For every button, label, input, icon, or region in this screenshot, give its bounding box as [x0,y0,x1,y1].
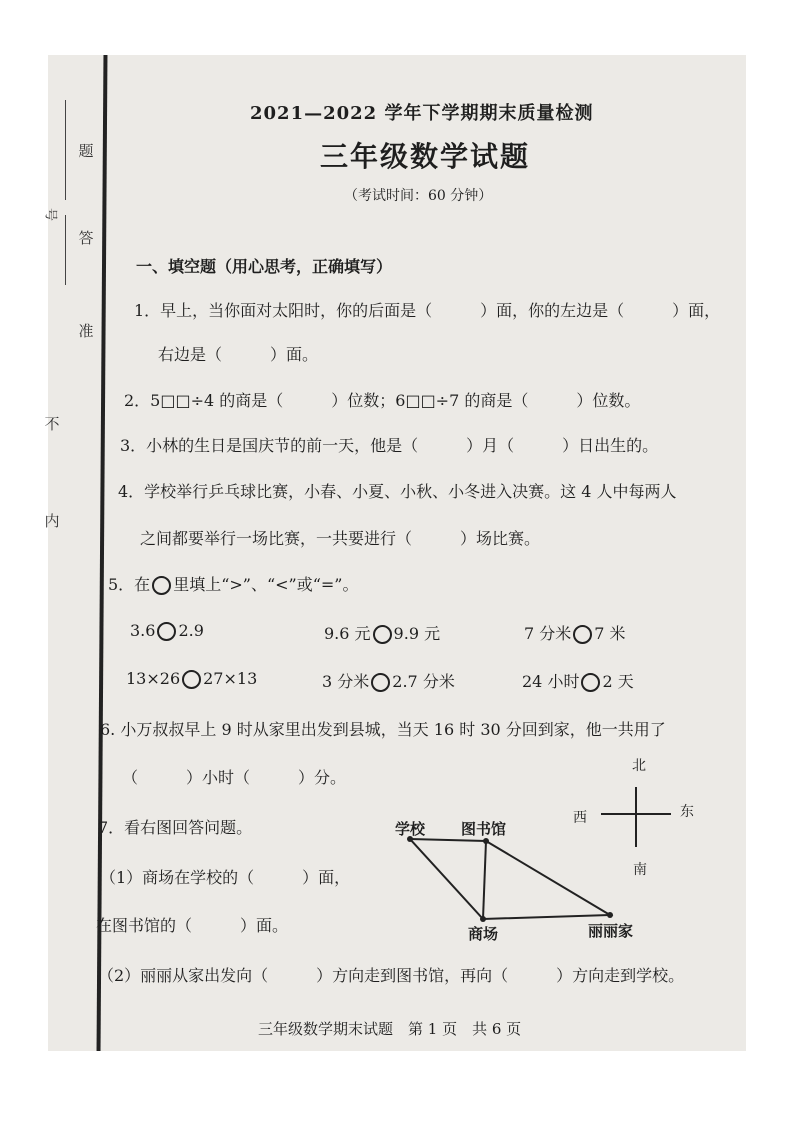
compare-circle-6[interactable] [581,673,600,692]
circle-icon [152,576,171,595]
q5-item-5-right: 2.7 分米 [392,672,455,691]
q1-line2: 右边是（ ）面。 [158,345,319,364]
q5-item-3 [524,621,626,644]
q6-line2: （ ）小时（ ）分。 [122,768,347,787]
q4-line2: 之间都要举行一场比赛，一共要进行（ ）场比赛。 [140,529,541,548]
compare-circle-3[interactable] [573,625,592,644]
q5-prefix: 5．在 [108,575,151,594]
q1-line1: 1．早上，当你面对太阳时，你的后面是（ ）面，你的左边是（ ）面， [134,301,721,320]
section-heading: 一、填空题（用心思考，正确填写） [136,257,393,276]
q5-item-4-right: 27×13 [203,669,258,688]
q5-item-6 [522,669,634,692]
q5-item-2-left: 9.6 元 [324,624,371,643]
exam-time-note: （考试时间：60 分钟） [344,188,493,204]
q5-item-2 [324,621,440,644]
map-label-library: 图书馆 [461,820,507,838]
q7-intro: 7．看右图回答问题。 [98,818,253,837]
id-underline [65,215,66,285]
q7-part1-line1: （1）商场在学校的（ ）面， [100,868,351,887]
compare-circle-4[interactable] [182,670,201,689]
margin-char-1: 题 [78,142,94,160]
q5-instruction [108,572,359,595]
q7-part2: （2）丽丽从家出发向（ ）方向走到图书馆，再向（ ）方向走到学校。 [98,966,685,985]
map-label-school: 学校 [395,820,426,838]
q5-item-1 [130,621,204,641]
exam-title: 三年级数学试题 [320,140,531,173]
q5-item-4 [126,669,257,689]
map-route-library-mall [483,841,486,919]
compass-south: 南 [633,862,647,878]
binding-line [97,55,108,1051]
q2-text: 2．5□□÷4 的商是（ ）位数；6□□÷7 的商是（ ）位数。 [124,391,641,410]
compass-east: 东 [680,804,694,820]
mall-point [480,916,486,922]
q5-item-1-right: 2.9 [178,621,204,640]
q5-item-2-right: 9.9 元 [393,624,441,643]
q5-item-4-left: 13×26 [126,669,181,688]
compare-circle-2[interactable] [373,625,392,644]
margin-char-2: 答 [78,229,94,247]
q4-line1: 4．学校举行乒乓球比赛，小春、小夏、小秋、小冬进入决赛。这 4 人中每两人 [118,482,677,501]
exam-term: 2021—2022 学年下学期期末质量检测 [250,103,594,124]
q5-item-6-left: 24 小时 [522,672,580,691]
q5-item-6-right: 2 天 [602,672,634,691]
page-footer: 三年级数学期末试题 第 1 页 共 6 页 [258,1020,522,1038]
compass-north: 北 [632,758,646,774]
compare-circle-5[interactable] [371,673,390,692]
compare-circle-1[interactable] [157,622,176,641]
q5-item-5 [322,669,455,692]
map-label-home: 丽丽家 [588,922,634,940]
q5-item-5-left: 3 分米 [322,672,370,691]
q7-part1-line2: 在图书馆的（ ）面。 [96,916,289,935]
margin-char-3: 准 [78,322,94,340]
margin-char-5: 内 [44,512,60,530]
q5-suffix: 里填上“>”、“<”或“=”。 [173,575,359,594]
home-point [607,912,613,918]
q5-item-3-left: 7 分米 [524,624,572,643]
q6-line1: 6. 小万叔叔早上 9 时从家里出发到县城，当天 16 时 30 分回到家，他一共用了 [100,720,666,739]
map-route-outline [410,839,610,919]
map-label-mall: 商场 [468,925,499,943]
q3-text: 3．小林的生日是国庆节的前一天，他是（ ）月（ ）日出生的。 [120,436,659,455]
q5-item-1-left: 3.6 [130,621,156,640]
margin-char-4: 不 [44,415,60,433]
exam-paper [42,55,746,1051]
name-underline [65,100,66,200]
margin-fragment: 号 [42,207,58,221]
q5-item-3-right: 7 米 [594,624,626,643]
compass-west: 西 [573,810,587,826]
